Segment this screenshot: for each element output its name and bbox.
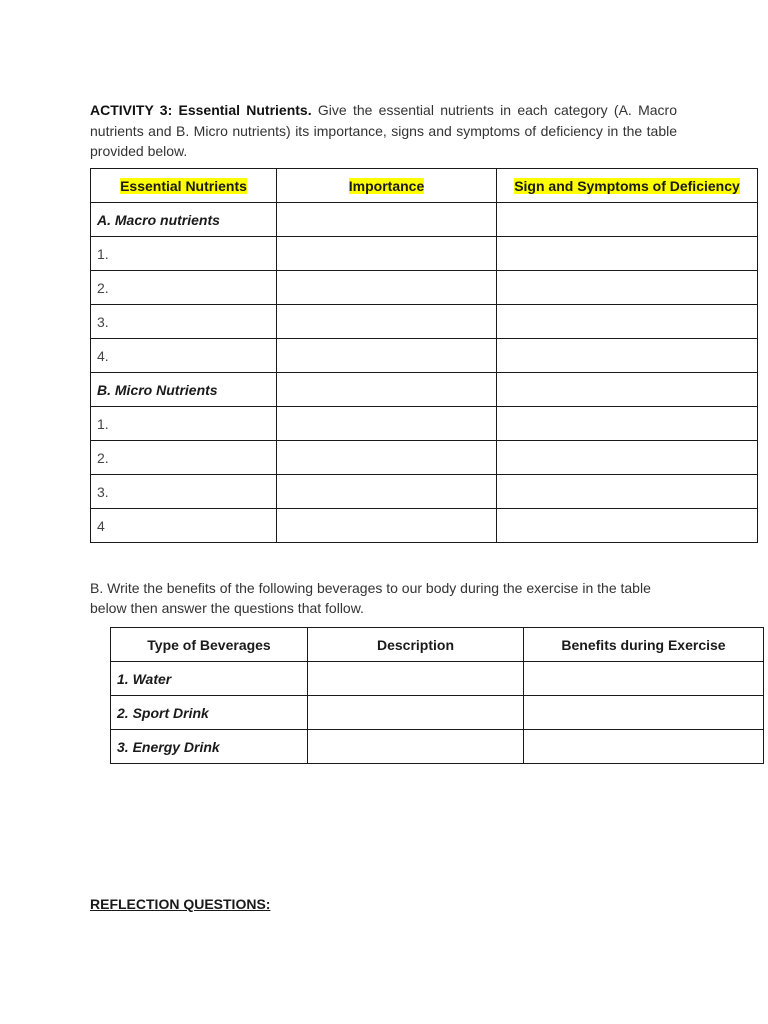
table-row	[91, 203, 758, 237]
activity-instructions	[90, 100, 677, 162]
reflection-heading: REFLECTION QUESTIONS:	[90, 896, 271, 912]
symptoms-cell[interactable]	[497, 203, 758, 237]
nutrients-table-header-row	[91, 169, 758, 203]
table-row	[91, 339, 758, 373]
table-row	[111, 730, 764, 764]
symptoms-cell[interactable]	[497, 475, 758, 509]
importance-cell[interactable]	[277, 203, 497, 237]
item-number[interactable]: 3.	[91, 305, 277, 339]
item-number[interactable]: 2.	[91, 271, 277, 305]
beverage-energy-drink: 3. Energy Drink	[111, 730, 308, 764]
table-row	[91, 441, 758, 475]
beverage-water: 1. Water	[111, 662, 308, 696]
beverages-table	[110, 627, 764, 764]
header-importance: Importance	[277, 169, 497, 203]
description-cell[interactable]	[308, 696, 524, 730]
table-row	[91, 475, 758, 509]
symptoms-cell[interactable]	[497, 305, 758, 339]
header-type-of-beverages: Type of Beverages	[111, 628, 308, 662]
importance-cell[interactable]	[277, 475, 497, 509]
table-row	[111, 696, 764, 730]
item-number[interactable]: 2.	[91, 441, 277, 475]
table-row	[91, 373, 758, 407]
activity-instructions-text: Give the essential nutrients in each category (A. Macro nutrients and B. Micro nutrients) its importance, signs and symptoms of deficiency in the table provided below.	[90, 102, 677, 159]
benefits-cell[interactable]	[524, 662, 764, 696]
description-cell[interactable]	[308, 730, 524, 764]
activity-title: ACTIVITY 3: Essential Nutrients.	[90, 102, 312, 118]
symptoms-cell[interactable]	[497, 373, 758, 407]
beverage-sport-drink: 2. Sport Drink	[111, 696, 308, 730]
table-row	[91, 237, 758, 271]
table-row	[91, 407, 758, 441]
beverages-table-header-row	[111, 628, 764, 662]
section-b-instructions: B. Write the benefits of the following beverages to our body during the exercise in the table below then answer the questions that follow.	[90, 580, 651, 616]
importance-cell[interactable]	[277, 373, 497, 407]
item-number[interactable]: 1.	[91, 407, 277, 441]
importance-cell[interactable]	[277, 441, 497, 475]
header-benefits: Benefits during Exercise	[524, 628, 764, 662]
header-signs-symptoms: Sign and Symptoms of Deficiency	[497, 169, 758, 203]
table-row	[91, 509, 758, 543]
category-micro-nutrients: B. Micro Nutrients	[91, 373, 277, 407]
importance-cell[interactable]	[277, 339, 497, 373]
item-number[interactable]: 4	[91, 509, 277, 543]
importance-cell[interactable]	[277, 237, 497, 271]
symptoms-cell[interactable]	[497, 339, 758, 373]
importance-cell[interactable]	[277, 509, 497, 543]
symptoms-cell[interactable]	[497, 237, 758, 271]
benefits-cell[interactable]	[524, 696, 764, 730]
symptoms-cell[interactable]	[497, 271, 758, 305]
benefits-cell[interactable]	[524, 730, 764, 764]
symptoms-cell[interactable]	[497, 441, 758, 475]
item-number[interactable]: 1.	[91, 237, 277, 271]
importance-cell[interactable]	[277, 305, 497, 339]
table-row	[91, 305, 758, 339]
importance-cell[interactable]	[277, 271, 497, 305]
item-number[interactable]: 4.	[91, 339, 277, 373]
symptoms-cell[interactable]	[497, 509, 758, 543]
header-essential-nutrients: Essential Nutrients	[91, 169, 277, 203]
header-description: Description	[308, 628, 524, 662]
description-cell[interactable]	[308, 662, 524, 696]
table-row	[91, 271, 758, 305]
table-row	[111, 662, 764, 696]
item-number[interactable]: 3.	[91, 475, 277, 509]
category-macro-nutrients: A. Macro nutrients	[91, 203, 277, 237]
symptoms-cell[interactable]	[497, 407, 758, 441]
nutrients-table	[90, 168, 758, 543]
importance-cell[interactable]	[277, 407, 497, 441]
